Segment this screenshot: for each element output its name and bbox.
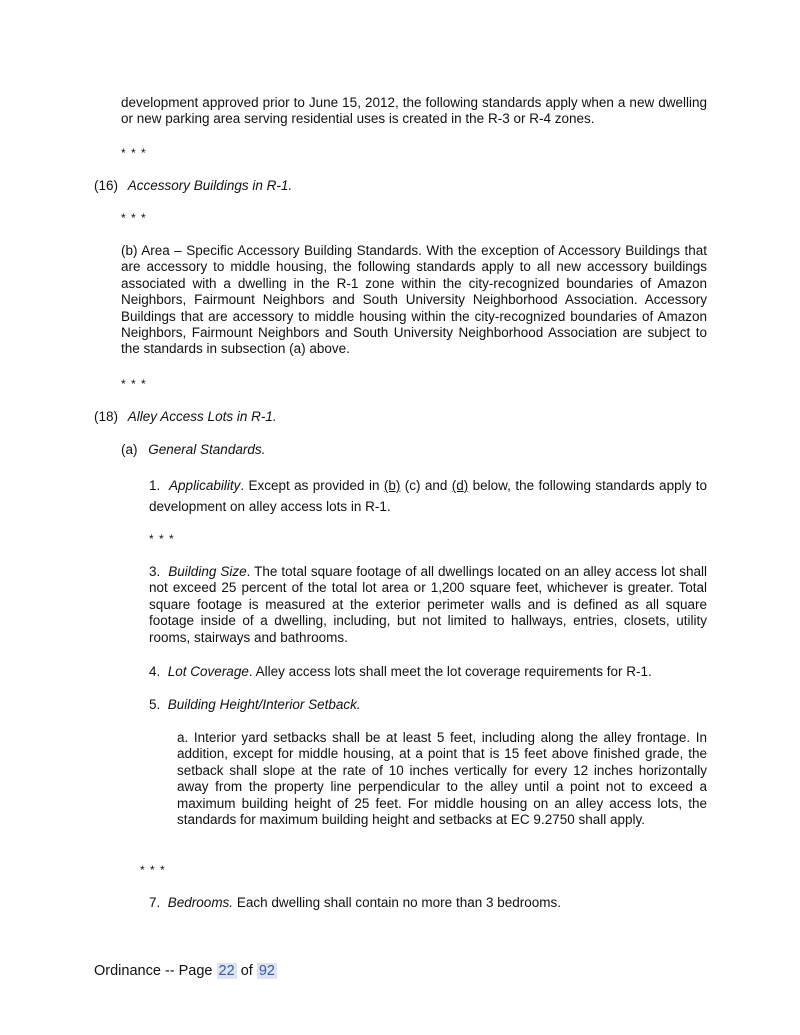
section-18-heading xyxy=(94,409,277,425)
item-number: 5. xyxy=(149,697,161,712)
item-7-bedrooms xyxy=(149,895,707,911)
current-page-number: 22 xyxy=(218,963,235,979)
item-text: . The total square footage of all dwellings located on an alley access lot shall not exceed 25 percent of the total lot area or 1,200 square feet, whichever is greater. Total square footage is measured at the exterior perimeter walls and is defined as all square footage inside of a dwelling, including, but not limited to hallways, entries, closets, utility rooms, stairways and bathrooms. xyxy=(149,564,708,645)
item-number: 7. xyxy=(149,895,161,910)
item-5a-paragraph: a. Interior yard setbacks shall be at least 5 feet, including along the alley frontage. In addition, except for middle housing, at a point that is 15 feet above finished grade, the setback shall slope at the rate of 10 inches vertically for every 12 inches horizontally away from the property line perpendicular to the alley until a point not to exceed a maximum building height of 25 feet. For middle housing on an alley access lots, the standards for maximum building height and setbacks at EC 9.2750 shall apply. xyxy=(177,730,707,828)
item-number: 3. xyxy=(149,564,161,579)
subsection-label: (a) xyxy=(121,442,138,457)
total-page-count: 92 xyxy=(258,963,275,979)
ellipsis-separator: * * * xyxy=(121,211,147,225)
ellipsis-separator: * * * xyxy=(140,863,166,877)
item-number: 4. xyxy=(149,664,161,679)
item-title: Bedrooms. xyxy=(167,895,234,910)
item-3-building-size xyxy=(149,564,707,646)
section-16-heading xyxy=(94,178,292,194)
item-text: . Except as provided in xyxy=(240,478,384,493)
item-number: 1. xyxy=(149,478,161,493)
subsection-reference-d: (d) xyxy=(451,478,469,493)
ellipsis-separator: * * * xyxy=(121,377,147,391)
section-16b-paragraph: (b) Area – Specific Accessory Building Standards. With the exception of Accessory Buildings that are accessory to middle housing, the following standards apply to all new accessory buildings associated with a dwelling in the R-1 zone within the city-recognized boundaries of Amazon Neighbors, Fairmount Neighbors and South University Neighborhood Association. Accessory Buildings that are accessory to middle housing within the city-recognized boundaries of Amazon Neighbors, Fairmount Neighbors and South University Neighborhood Association are subject to the standards in subsection (a) above. xyxy=(121,243,707,357)
item-text: Each dwelling shall contain no more than 3 bedrooms. xyxy=(233,895,562,910)
item-4-lot-coverage xyxy=(149,664,707,680)
page-footer xyxy=(94,963,277,979)
footer-of: of xyxy=(240,963,253,979)
item-5-heading xyxy=(149,697,707,713)
section-number: (18) xyxy=(94,409,119,424)
subsection-reference-b: (b) xyxy=(383,478,401,493)
intro-paragraph: development approved prior to June 15, 2012, the following standards apply when a new dwelling or new parking area serving residential uses is created in the R-3 or R-4 zones. xyxy=(121,95,707,127)
item-title: Building Height/Interior Setback. xyxy=(167,697,361,712)
subsection-title: General Standards. xyxy=(148,442,266,457)
item-title: Lot Coverage xyxy=(167,664,249,679)
ellipsis-separator: * * * xyxy=(149,532,175,546)
section-number: (16) xyxy=(94,178,119,193)
item-text: below, the following standards apply to development on alley access lots in R-1. xyxy=(149,478,707,514)
item-title: Applicability xyxy=(169,478,241,493)
item-text: . Alley access lots shall meet the lot coverage requirements for R-1. xyxy=(248,664,652,679)
subsection-18a-heading xyxy=(121,442,265,458)
ellipsis-separator: * * * xyxy=(121,146,147,160)
item-1-applicability xyxy=(149,475,707,517)
section-title: Alley Access Lots in R-1. xyxy=(127,409,277,424)
section-title: Accessory Buildings in R-1. xyxy=(127,178,293,193)
item-title: Building Size xyxy=(168,564,247,579)
footer-label: Ordinance -- Page xyxy=(94,963,213,979)
item-text: (c) and xyxy=(400,478,452,493)
